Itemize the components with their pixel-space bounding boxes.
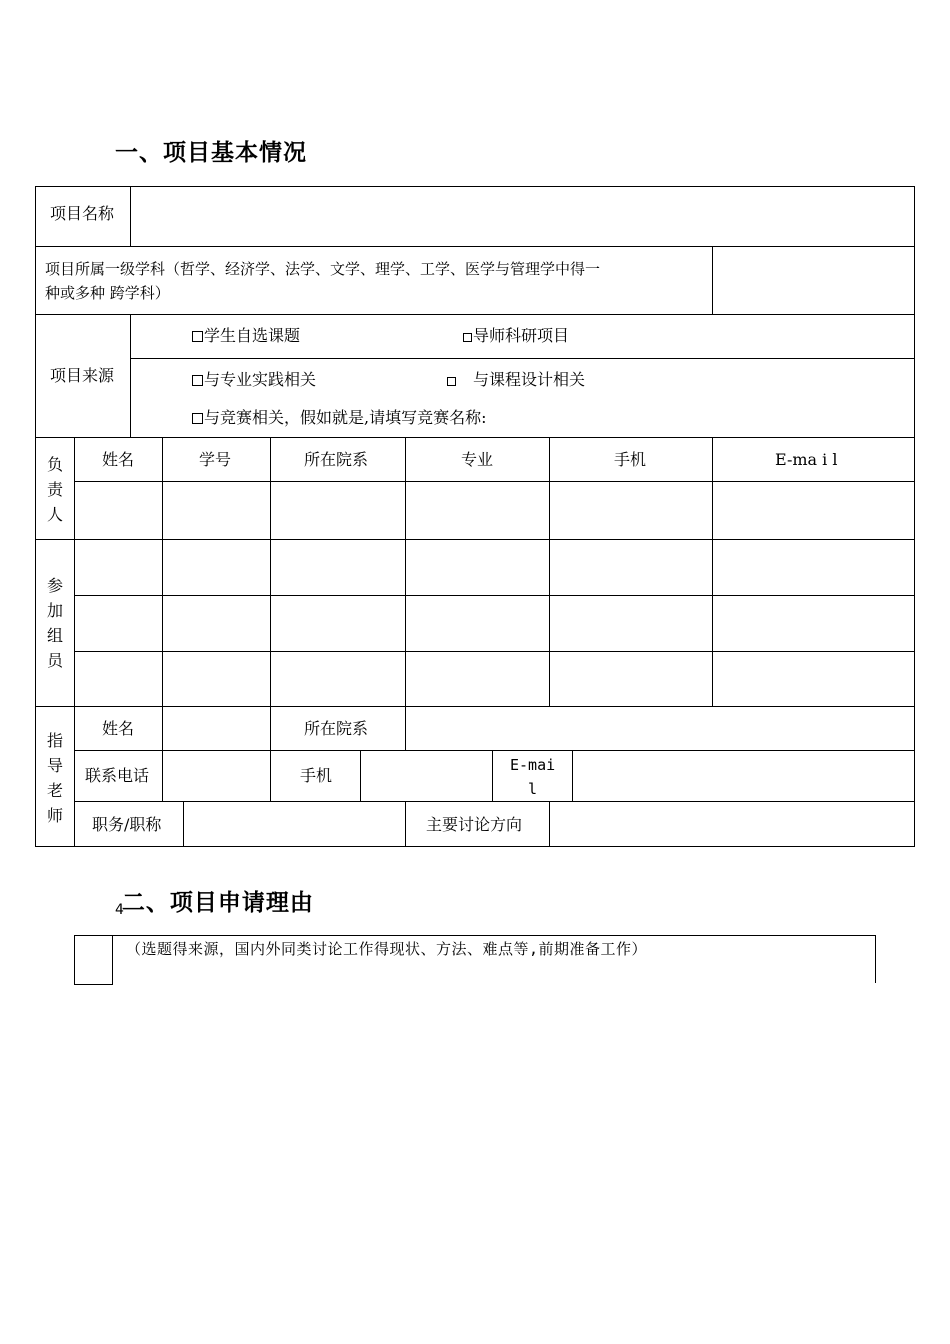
checkbox-icon[interactable] <box>447 377 456 386</box>
application-reason-hint: （选题得来源，国内外同类讨论工作得现状、方法、难点等,前期准备工作） <box>126 940 648 958</box>
header-mobile: 手机 <box>614 450 647 469</box>
advisor-department-label: 所在院系 <box>304 719 369 738</box>
advisor-position-label: 职务/职称 <box>92 815 162 834</box>
header-name: 姓名 <box>102 450 135 469</box>
advisor-contact-phone-label: 联系电话 <box>85 766 150 785</box>
section2-heading-prefix: 4 <box>115 902 125 918</box>
checkbox-icon[interactable] <box>192 413 203 424</box>
option-practice-related[interactable] <box>192 370 316 390</box>
application-reason-input[interactable] <box>113 960 875 984</box>
option-advisor-project[interactable] <box>463 326 569 346</box>
advisor-name-label: 姓名 <box>102 719 135 738</box>
project-name-label: 项目名称 <box>50 204 115 223</box>
section2-heading: 4二、项目申请理由 <box>115 890 314 918</box>
members-label: 参 加 组 员 <box>46 576 63 670</box>
advisor-label: 指 导 老 师 <box>46 731 63 825</box>
advisor-email-label-line2: l <box>528 780 538 798</box>
discipline-label-line2: 种或多种 跨学科） <box>45 284 170 302</box>
option-advisor-project-label: 导师科研项目 <box>473 326 570 345</box>
header-major: 专业 <box>461 450 494 469</box>
source-label: 项目来源 <box>50 366 115 385</box>
discipline-label-line1: 项目所属一级学科（哲学、经济学、法学、文学、理学、工学、医学与管理学中得一 <box>45 260 601 278</box>
project-name-input[interactable] <box>131 187 914 246</box>
option-competition-related-label: 与竞赛相关，假如就是,请填写竞赛名称: <box>204 408 487 427</box>
option-self-selected-label: 学生自选课题 <box>204 326 301 345</box>
advisor-research-direction-label: 主要讨论方向 <box>426 815 523 834</box>
discipline-input[interactable] <box>713 247 914 314</box>
option-course-design-related[interactable] <box>447 370 585 390</box>
option-practice-related-label: 与专业实践相关 <box>204 370 317 389</box>
header-email: E-ma i l <box>775 450 838 469</box>
leader-label: 负 责 人 <box>46 455 63 524</box>
option-competition-related[interactable] <box>192 408 486 428</box>
advisor-email-label-line1: E-mai <box>510 756 556 774</box>
checkbox-icon[interactable] <box>192 331 203 342</box>
advisor-mobile-label: 手机 <box>300 766 333 785</box>
header-department: 所在院系 <box>304 450 369 469</box>
option-course-design-related-label: 与课程设计相关 <box>473 370 586 389</box>
checkbox-icon[interactable] <box>463 333 472 342</box>
header-student-id: 学号 <box>199 450 232 469</box>
option-self-selected[interactable] <box>192 326 300 346</box>
section1-heading: 一、项目基本情况 <box>115 140 307 166</box>
checkbox-icon[interactable] <box>192 375 203 386</box>
